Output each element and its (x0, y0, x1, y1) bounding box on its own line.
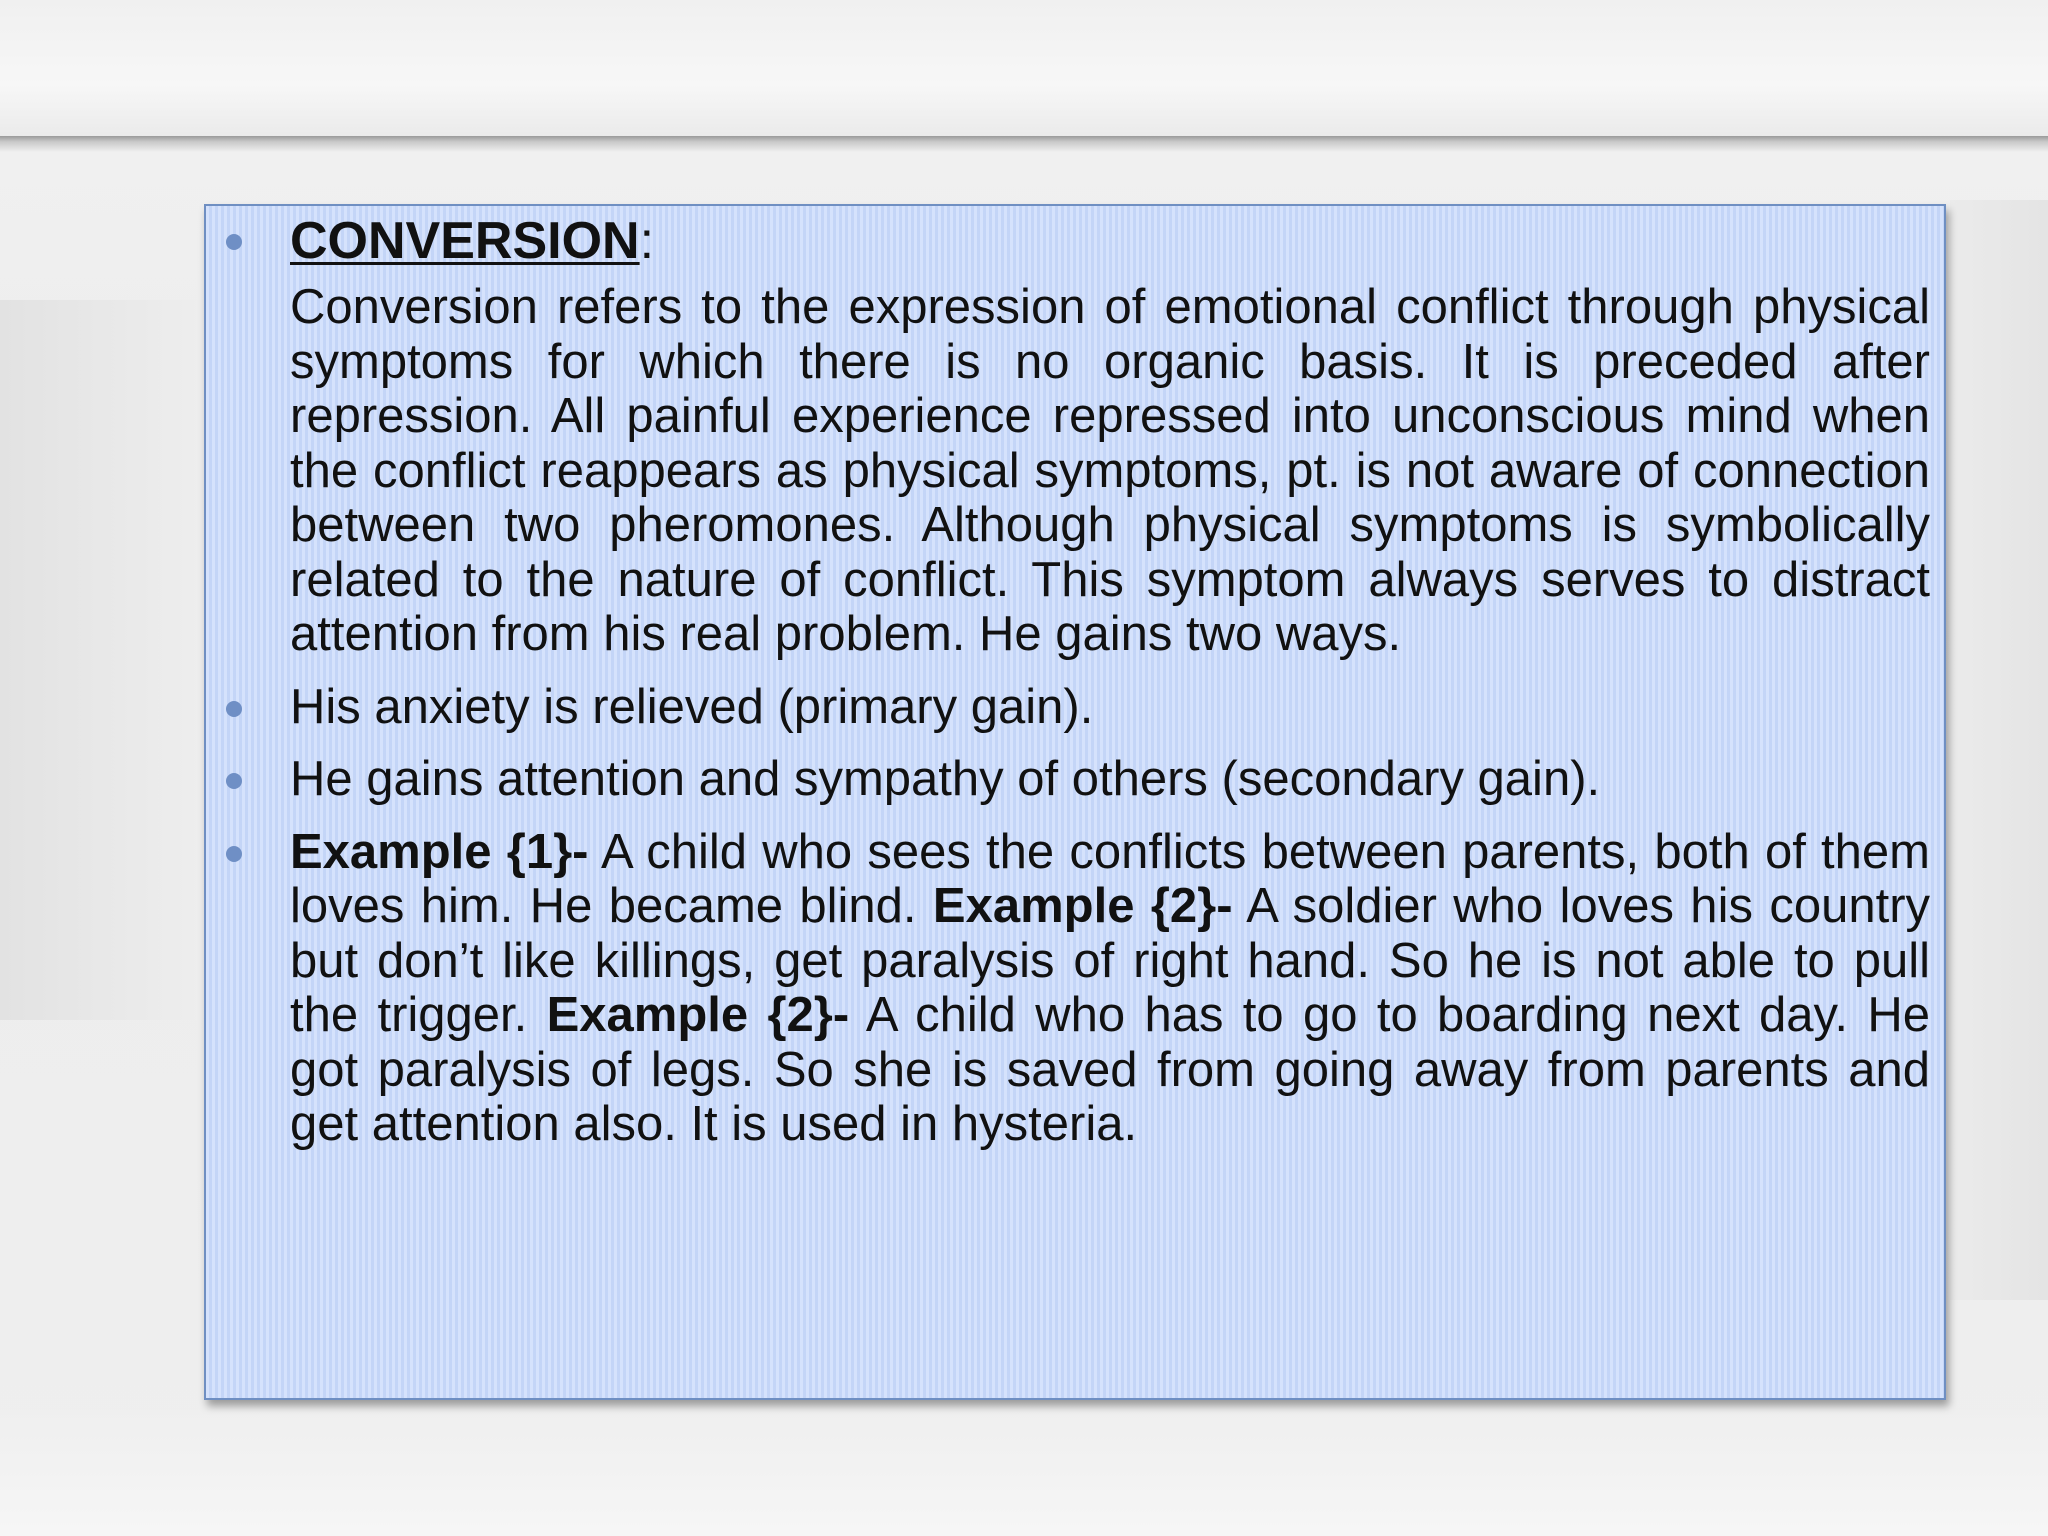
content-box (204, 204, 1946, 1400)
background-block-left (0, 300, 205, 1020)
bullet-dot-icon (226, 846, 242, 862)
primary-gain-item (290, 680, 1930, 735)
example-2-label: Example {2}- (932, 879, 1233, 933)
primary-gain-text: His anxiety is relieved (primary gain). (290, 679, 1094, 734)
heading-bullet-item (290, 210, 1930, 272)
header-shadow (0, 136, 2048, 152)
bullet-dot-icon (226, 234, 242, 250)
bullet-dot-icon (226, 701, 242, 717)
definition-paragraph: Conversion refers to the expression of emotional conflict through physical symptoms for which there is no organic basis. It is preceded after repression. All painful experience repressed into unconscious mind when the conflict reappears as physical symptoms, pt. is not aware of connection between two pheromones. Although physical symptoms is symbolically related to the nature of conflict. This symptom always serves to distract attention from his real problem. He gains two ways. (290, 280, 1930, 661)
example-3-text: A child who has to go to boarding next day. He got paralysis of legs. So she is saved from going away from parents and get attention also. It is used in hysteria. (290, 988, 1930, 1151)
text-area (290, 206, 1930, 1152)
secondary-gain-text: He gains attention and sympathy of others (secondary gain). (290, 752, 1601, 806)
example-3-label: Example {2}- (546, 988, 850, 1042)
bullet-dot-icon (226, 773, 242, 789)
example-1-label: Example {1}- (290, 824, 589, 879)
background-bottom (0, 1410, 2048, 1536)
heading-colon: : (639, 212, 655, 270)
examples-item (290, 825, 1930, 1152)
example-2-text: A soldier who loves his country but don’t like killings, get paralysis of right hand. So he is not able to pull the trigger. (290, 879, 1931, 1042)
example-1-text: A child who sees the conflicts between parents, both of them loves him. He became blind. (290, 824, 1930, 933)
heading-title: CONVERSION (290, 212, 640, 270)
examples-paragraph (290, 825, 1930, 1152)
header-band (0, 0, 2048, 142)
background-block-right (1950, 200, 2048, 1300)
secondary-gain-item (290, 752, 1930, 807)
